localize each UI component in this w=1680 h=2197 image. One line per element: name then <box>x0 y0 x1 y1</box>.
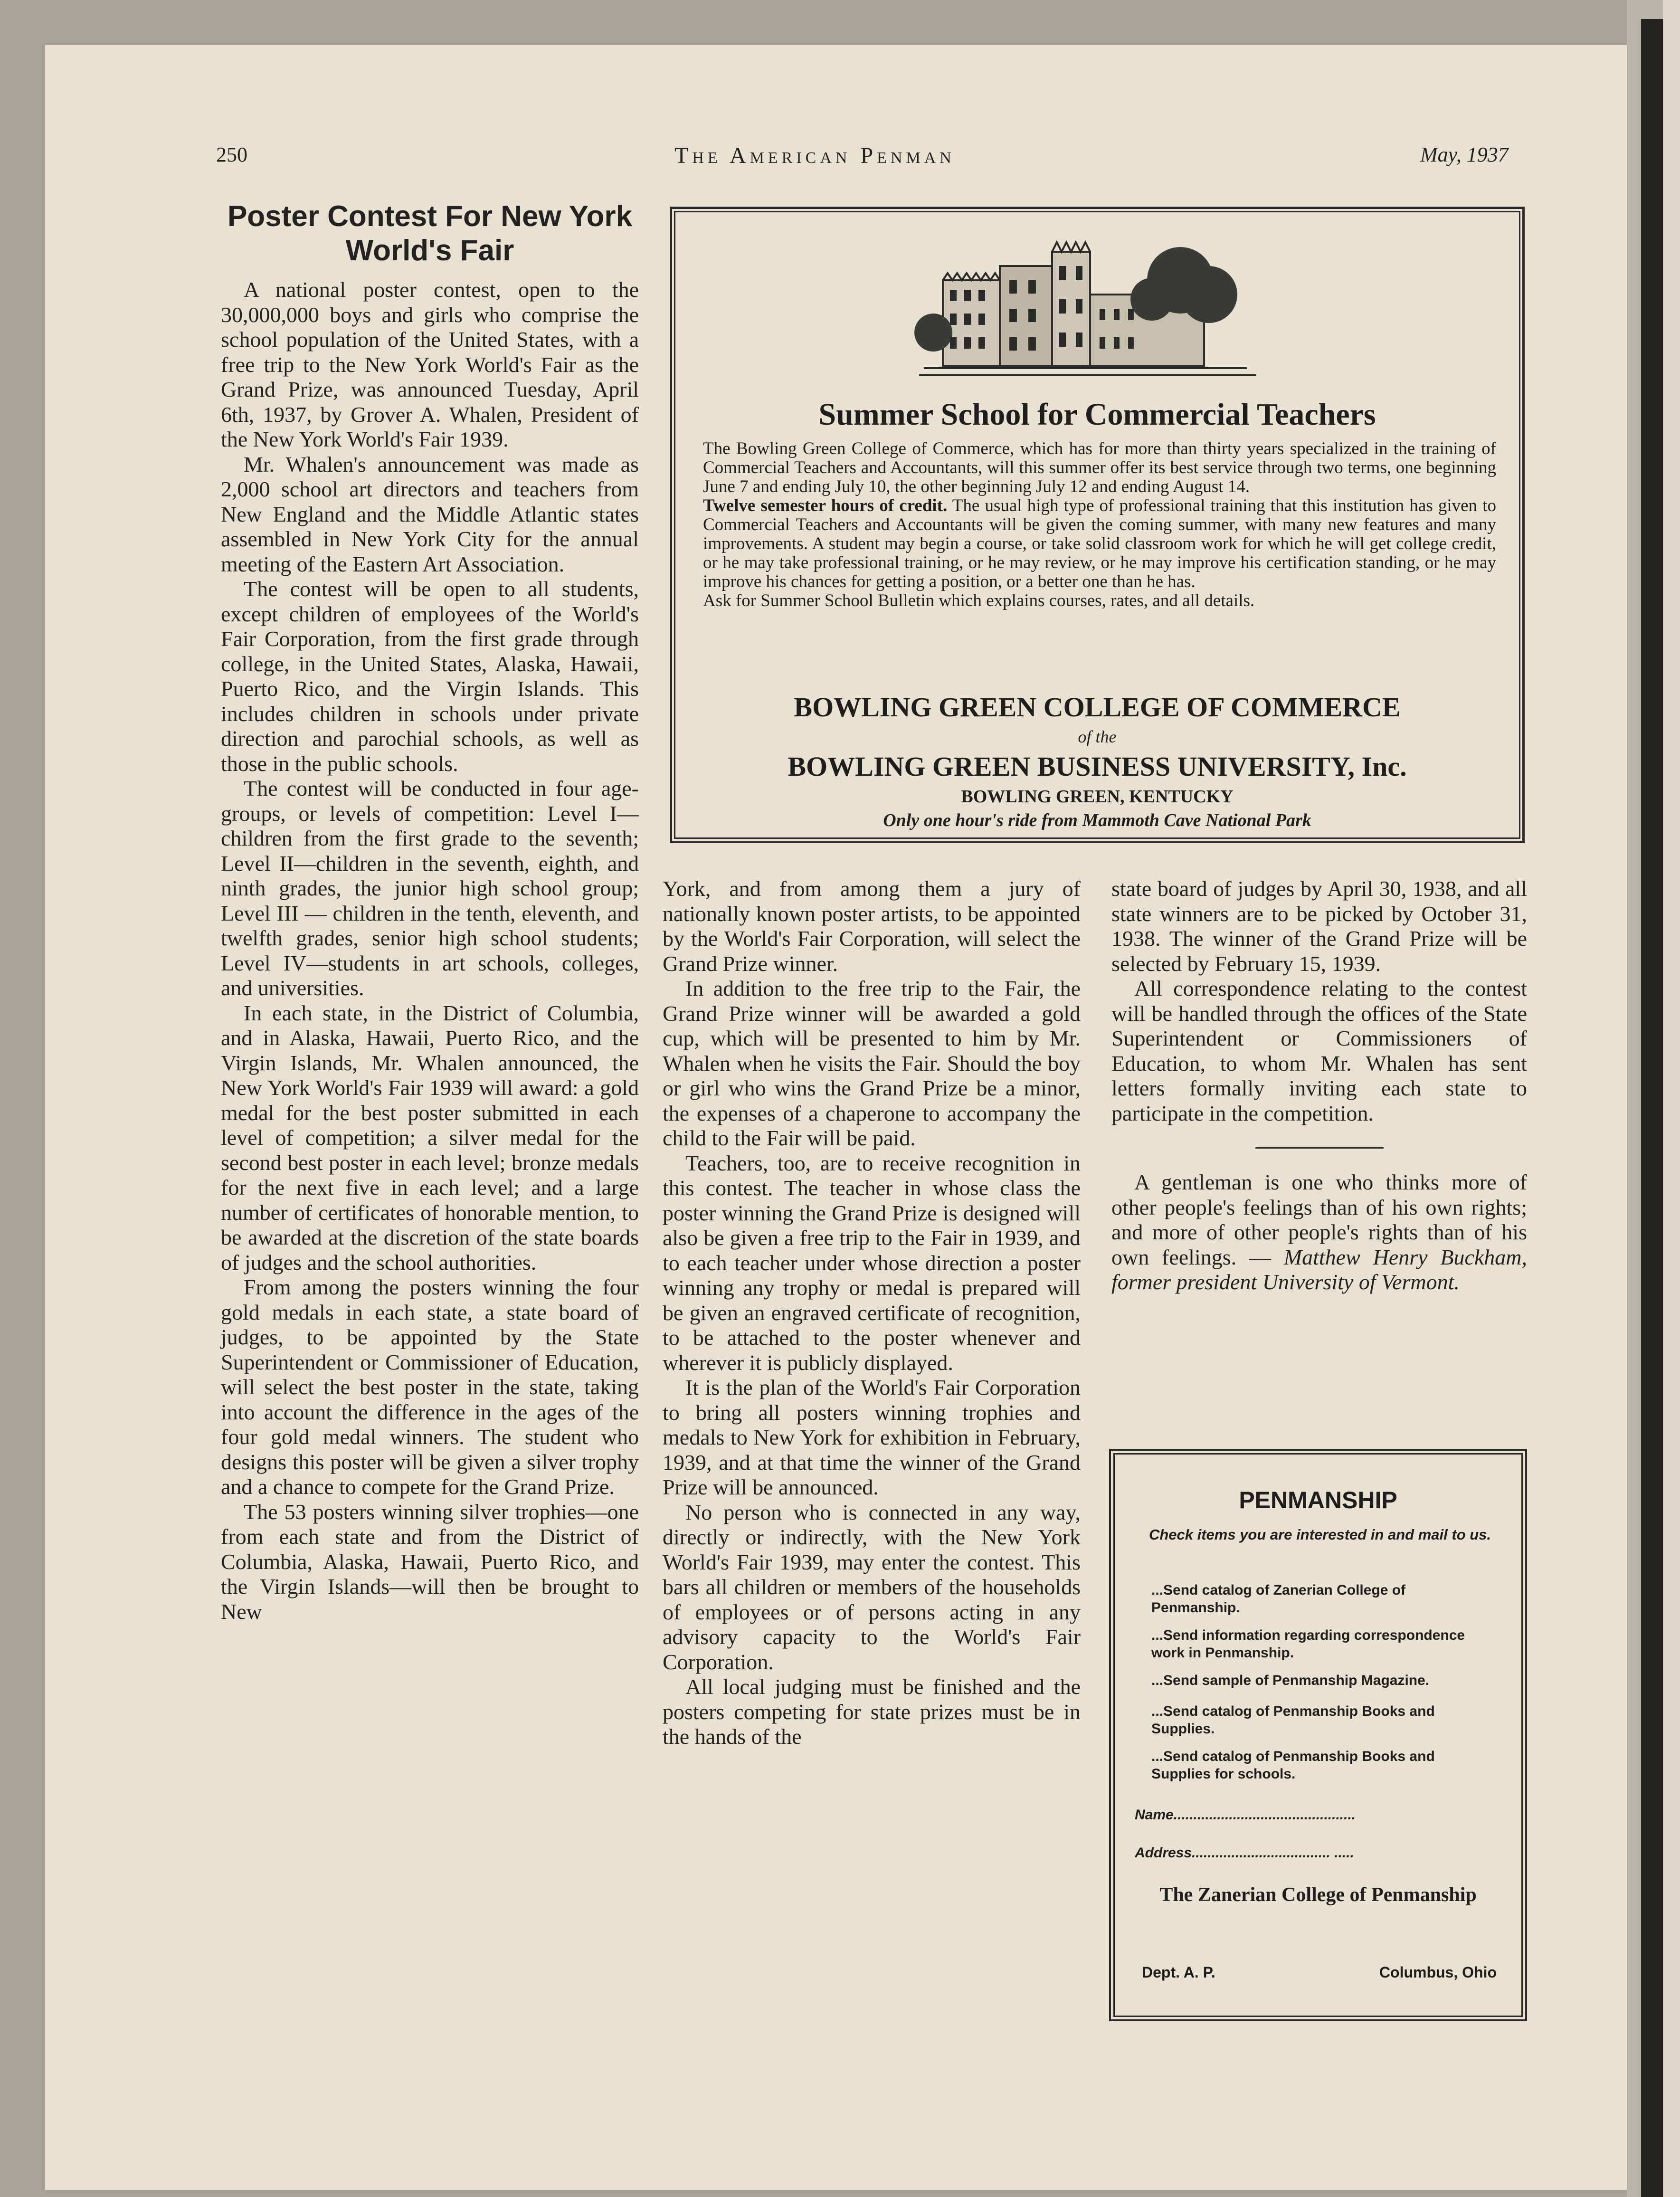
article-paragraph: It is the plan of the World's Fair Corporation to bring all posters winning trophies and medals to New York for exhibition in February, 1939, and at that time the winner of the Grand Prize will be announced. <box>663 1375 1081 1499</box>
ad-title: Summer School for Commercial Teachers <box>818 397 1376 432</box>
article-paragraph: No person who is connected in any way, directly or indirectly, with the New York World's Fair 1939, may enter the contest. This bars all children or members of the households of employees or of persons acting in any advisory capacity to the World's Fair Corporation. <box>663 1500 1081 1674</box>
article-paragraph: state board of judges by April 30, 1938, and all state winners are to be picked by October 31, 1938. The winner of the Grand Prize will be selected by February 15, 1939. <box>1111 876 1527 976</box>
coupon-instruction: Check items you are interested in and mail to us. <box>1148 1526 1491 1543</box>
article-column-left <box>221 200 639 1624</box>
ad-paragraph-text: The usual high type of professional training that this institution has given to Commercial Teachers and Accountants will be given the coming summer, with many new features and many improvements. A student may begin a course, or take solid classroom work for which he will get college credit, or he may take professional training, or he may review, or he may improve his certification standing, or he may improve his chances for getting a position, or a better one than he has. <box>703 496 1496 591</box>
quote-attribution: Matthew Henry Buckham, former president University of Vermont. <box>1111 1245 1527 1294</box>
article-paragraph: The contest will be open to all students, except children of employees of the World's Fair Corporation, from the first grade through college, in the United States, Alaska, Hawaii, Puerto Rico, and the Virgin Islands. This includes children in schools under private direction and parochial schools, as well as those in the public schools. <box>221 577 639 776</box>
ad-body <box>703 439 1496 610</box>
article-column-middle <box>663 876 1081 1750</box>
summer-school-advertisement <box>670 207 1525 843</box>
coupon-item[interactable]: ...Send catalog of Zanerian College of Penmanship. <box>1151 1582 1406 1616</box>
ad-university-name: BOWLING GREEN BUSINESS UNIVERSITY, Inc. <box>788 751 1407 782</box>
coupon-item[interactable]: ...Send sample of Penmanship Magazine. <box>1151 1673 1430 1688</box>
article-paragraph: A national poster contest, open to the 30,000,000 boys and girls who comprise the school population of the United States, with a free trip to the New York World's Fair as the Grand Prize, was announced Tuesday, April 6th, 1937, by Grover A. Whalen, President of the New York World's Fair 1939. <box>221 277 639 451</box>
journal-title: The American Penman <box>674 143 955 168</box>
coupon-item[interactable]: ...Send catalog of Penmanship Books and Supplies. <box>1151 1703 1435 1737</box>
ad-tagline: Only one hour's ride from Mammoth Cave National Park <box>883 810 1311 830</box>
article-paragraph: The 53 posters winning silver trophies—one from each state and from the District of Columbia, Alaska, Hawaii, Puerto Rico, and the Virgin Islands—will then be brought to New <box>221 1499 639 1624</box>
article-paragraph: York, and from among them a jury of nationally known poster artists, to be appointed by the World's Fair Corporation, will select the Grand Prize winner. <box>663 876 1081 976</box>
ad-paragraph <box>703 496 1496 591</box>
coupon-item[interactable]: ...Send information regarding correspondence work in Penmanship. <box>1151 1627 1465 1661</box>
quote-text: A gentleman is one who thinks more of other people's feelings than of his own rights; and more of other people's rights than of his own feelings. — <box>1111 1170 1527 1269</box>
ad-paragraph: Ask for Summer School Bulletin which explains courses, rates, and all details. <box>703 591 1255 610</box>
page-number: 250 <box>216 143 247 166</box>
ad-credit-highlight: Twelve semester hours of credit. <box>703 496 948 515</box>
article-paragraph: From among the posters winning the four gold medals in each state, a state board of judges, to be appointed by the State Superintendent or Commissioner of Education, will select the best poster in the state, taking into account the difference in the ages of the four gold medal winners. The student who designs this poster will be given a silver trophy and a chance to compete for the Grand Prize. <box>221 1275 639 1499</box>
coupon-title: PENMANSHIP <box>1239 1487 1397 1513</box>
article-paragraph: All correspondence relating to the contest will be handled through the offices of the State Superintendent or Commissioners of Education, to whom Mr. Whalen has sent letters formally inviting each state to participate in the competition. <box>1111 976 1527 1125</box>
coupon-college-name: The Zanerian College of Penmanship <box>1159 1884 1477 1906</box>
penmanship-coupon <box>1109 1449 1527 2021</box>
section-divider <box>1255 1147 1384 1149</box>
next-page-edge <box>1663 0 1680 2197</box>
coupon-address-field[interactable]: Address................................... ..... <box>1135 1845 1354 1861</box>
article-column-right <box>1111 876 1527 1295</box>
coupon-dept: Dept. A. P. <box>1142 1964 1215 1981</box>
quote <box>1111 1170 1527 1295</box>
article-paragraph: Mr. Whalen's announcement was made as 2,000 school art directors and teachers from New England and the Middle Atlantic states assembled in New York City for the annual meeting of the Eastern Art Association. <box>221 452 639 576</box>
article-paragraph: The contest will be conducted in four age-groups, or levels of competition: Level I—children from the first grade to the seventh; Level II—children in the seventh, eighth, and ninth grades, the junior high school group; Level III — children in the tenth, eleventh, and twelfth grades, senior high school students; Level IV—students in art schools, colleges, and universities. <box>221 776 639 1000</box>
article-paragraph: All local judging must be finished and the posters competing for state prizes must be in the hands of the <box>663 1674 1081 1749</box>
article-paragraph: Teachers, too, are to receive recognition in this contest. The teacher in whose class the poster winning the Grand Prize is designed will also be given a free trip to the Fair in 1939, and to each teacher under whose direction a poster winning any trophy or medal is prepared will be given an engraved certificate of recognition, to be attached to the poster whenever and wherever it is publicly displayed. <box>663 1151 1081 1375</box>
college-building-illustration <box>914 238 1261 380</box>
ad-school-name: BOWLING GREEN COLLEGE OF COMMERCE <box>794 692 1401 723</box>
coupon-name-field[interactable]: Name.............................................. <box>1135 1807 1356 1823</box>
ad-city: BOWLING GREEN, KENTUCKY <box>961 787 1234 807</box>
article-title: Poster Contest For New York World's Fair <box>227 200 633 267</box>
page-binding-shadow <box>1641 19 1663 2197</box>
coupon-item[interactable]: ...Send catalog of Penmanship Books and Supplies for schools. <box>1151 1749 1435 1782</box>
article-paragraph: In each state, in the District of Columbia, and in Alaska, Hawaii, Puerto Rico, and the Virgin Islands, Mr. Whalen announced, the New York World's Fair 1939 will award: a gold medal for the best poster submitted in each level of competition; a silver medal for the second best poster in each level; bronze medals for the next five in each level; and a large number of certificates of honorable mention, to be awarded at the discretion of the state boards of judges and the school authorities. <box>221 1000 639 1274</box>
coupon-city: Columbus, Ohio <box>1379 1964 1497 1981</box>
article-paragraph: In addition to the free trip to the Fair, the Grand Prize winner will be awarded a gold cup, which will be presented to him by Mr. Whalen when he visits the Fair. Should the boy or girl who wins the Grand Prize be a minor, the expenses of a chaperone to accompany the child to the Fair will be paid. <box>663 976 1081 1150</box>
ad-paragraph: The Bowling Green College of Commerce, which has for more than thirty years specialized in the training of Commercial Teachers and Accountants, will this summer offer its best service through two terms, one beginning June 7 and ending July 10, the other beginning July 12 and ending August 14. <box>703 439 1496 496</box>
issue-date: May, 1937 <box>1420 143 1509 166</box>
ad-of-the: of the <box>1078 727 1117 746</box>
